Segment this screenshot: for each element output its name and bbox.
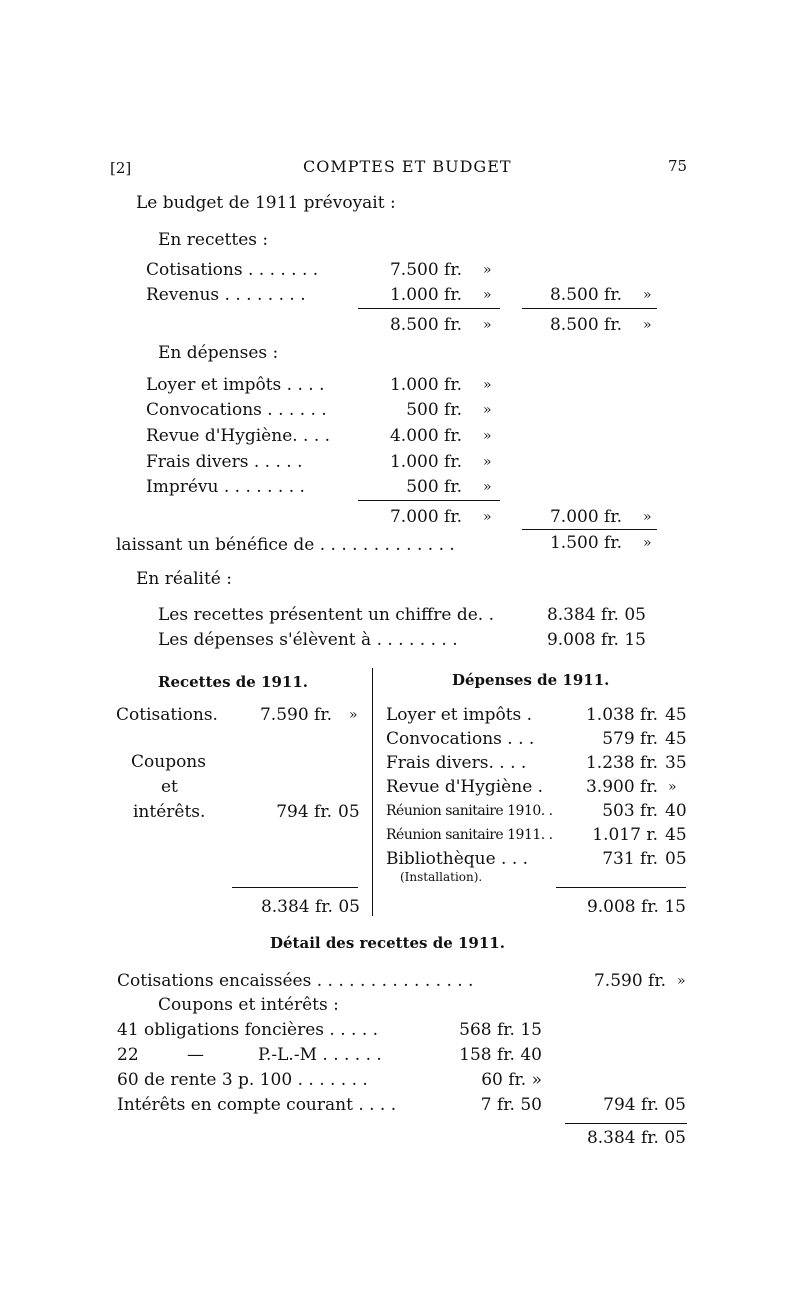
budget-row-label: Revue d'Hygiène. . . . xyxy=(146,426,331,446)
detail-row-amount: 60 fr. » xyxy=(481,1070,542,1090)
detail-row-label: Intérêts en compte courant . . . . xyxy=(117,1095,397,1115)
realite-label: En réalité : xyxy=(136,569,232,589)
recettes-1911-cotisations-amount: 7.590 fr. xyxy=(259,705,332,725)
depense-row-amount: 1.238 fr. xyxy=(585,753,658,773)
budget-row-amount: 500 fr. xyxy=(406,400,462,420)
depense-row-cents: 40 xyxy=(665,801,687,821)
depense-row-cents: 35 xyxy=(665,753,687,773)
depense-row-amount: 731 fr. xyxy=(602,849,658,869)
budget-row-label: Convocations . . . . . . xyxy=(146,400,327,420)
installation-note: (Installation). xyxy=(400,870,483,884)
detail-cotisations-label: Cotisations encaissées . . . . . . . . . . . . . . . xyxy=(117,971,474,991)
budget-row-mark: » xyxy=(483,287,492,303)
depense-row-cents: » xyxy=(668,779,677,795)
recettes-1911-coupons-line: Coupons xyxy=(131,752,206,772)
depense-row-amount: 579 fr. xyxy=(602,729,658,749)
detail-title: Détail des recettes de 1911. xyxy=(270,934,505,952)
budget-row-mark: » xyxy=(483,377,492,393)
depense-row-label: Loyer et impôts . xyxy=(386,705,533,725)
budget-row-label: Frais divers . . . . . xyxy=(146,452,303,472)
realite-line-label: Les recettes présentent un chiffre de. . xyxy=(158,605,495,625)
depenses-grand-total-mark: » xyxy=(643,509,652,525)
total-rule xyxy=(556,887,686,888)
depense-row-cents: 45 xyxy=(665,729,687,749)
detail-row-amount: 158 fr. 40 xyxy=(459,1045,542,1065)
budget-row-mark: » xyxy=(483,479,492,495)
budget-row-mark: » xyxy=(483,454,492,470)
recettes-total-mark: » xyxy=(483,317,492,333)
benefice-mark: » xyxy=(643,535,652,551)
recettes-1911-total: 8.384 fr. 05 xyxy=(260,897,360,917)
depense-row-label: Réunion sanitaire 1910. . xyxy=(386,803,553,819)
depenses-total-mark: » xyxy=(483,509,492,525)
recettes-1911-coupons-cents: 05 xyxy=(338,802,360,822)
budget-row-label: Loyer et impôts . . . . xyxy=(146,375,325,395)
benefice-label: laissant un bénéfice de . . . . . . . . . . . . . xyxy=(116,535,455,555)
detail-grand-total: 8.384 fr. 05 xyxy=(586,1128,686,1148)
depenses-grand-total: 7.000 fr. xyxy=(549,507,622,527)
detail-row-amount: 7 fr. 50 xyxy=(480,1095,542,1115)
depense-row-cents: 45 xyxy=(665,825,687,845)
budget-row-mark: » xyxy=(483,262,492,278)
detail-coupons-label: Coupons et intérêts : xyxy=(158,995,339,1015)
depense-row-label: Convocations . . . xyxy=(386,729,535,749)
depense-row-amount: 1.038 fr. xyxy=(585,705,658,725)
budget-row-label: Revenus . . . . . . . . xyxy=(146,285,306,305)
running-title: COMPTES ET BUDGET xyxy=(303,157,512,176)
depense-row-label: Frais divers. . . . xyxy=(386,753,527,773)
total-rule xyxy=(358,308,500,309)
benefice-amount: 1.500 fr. xyxy=(549,533,622,553)
budget-row-amount: 1.000 fr. xyxy=(389,375,462,395)
total-rule xyxy=(358,500,500,501)
depenses-1911-title: Dépenses de 1911. xyxy=(452,671,610,689)
depense-row-label: Réunion sanitaire 1911. . xyxy=(386,827,553,843)
recettes-1911-coupons-amount: 794 fr. xyxy=(276,802,332,822)
recettes-1911-title: Recettes de 1911. xyxy=(158,673,308,691)
realite-line-amount: 8.384 fr. 05 xyxy=(546,605,646,625)
depense-row-amount: 1.017 r. xyxy=(592,825,658,845)
budget-row-amount: 7.500 fr. xyxy=(389,260,462,280)
budget-row-mark: » xyxy=(483,402,492,418)
recettes-total-amount: 8.500 fr. xyxy=(389,315,462,335)
budget-row-total-mark: » xyxy=(643,287,652,303)
detail-cotisations-amount: 7.590 fr. xyxy=(593,971,666,991)
depense-row-amount: 503 fr. xyxy=(602,801,658,821)
detail-row-label: P.-L.-M . . . . . . xyxy=(258,1045,382,1065)
realite-line-amount: 9.008 fr. 15 xyxy=(546,630,646,650)
detail-coupons-total: 794 fr. 05 xyxy=(603,1095,686,1115)
realite-line-label: Les dépenses s'élèvent à . . . . . . . . xyxy=(158,630,458,650)
depense-row-label: Bibliothèque . . . xyxy=(386,849,529,869)
budget-row-amount: 1.000 fr. xyxy=(389,285,462,305)
budget-row-amount: 4.000 fr. xyxy=(389,426,462,446)
total-rule xyxy=(522,529,657,530)
depenses-1911-total: 9.008 fr. 15 xyxy=(586,897,686,917)
total-rule xyxy=(232,887,358,888)
budget-intro: Le budget de 1911 prévoyait : xyxy=(136,193,396,213)
detail-row-label: 41 obligations foncières . . . . . xyxy=(117,1020,379,1040)
total-rule xyxy=(565,1123,687,1124)
budget-row-mark: » xyxy=(483,428,492,444)
recettes-label: En recettes : xyxy=(158,230,269,250)
depenses-label: En dépenses : xyxy=(158,343,279,363)
depense-row-cents: 45 xyxy=(665,705,687,725)
section-marker: [2] xyxy=(110,159,132,177)
recettes-1911-coupons-line: intérêts. xyxy=(133,802,206,822)
budget-row-total: 8.500 fr. xyxy=(549,285,622,305)
depenses-total-amount: 7.000 fr. xyxy=(389,507,462,527)
column-divider xyxy=(372,668,373,916)
recettes-grand-total-mark: » xyxy=(643,317,652,333)
recettes-1911-coupons-line: et xyxy=(161,777,178,797)
recettes-1911-cotisations-cents: » xyxy=(349,707,358,723)
budget-row-amount: 500 fr. xyxy=(406,477,462,497)
total-rule xyxy=(522,308,657,309)
detail-row-ditto: — xyxy=(187,1045,204,1065)
detail-row-label: 60 de rente 3 p. 100 . . . . . . . xyxy=(117,1070,368,1090)
detail-cotisations-mark: » xyxy=(677,973,686,989)
recettes-1911-cotisations-label: Cotisations. xyxy=(116,705,218,725)
recettes-grand-total: 8.500 fr. xyxy=(549,315,622,335)
budget-row-amount: 1.000 fr. xyxy=(389,452,462,472)
detail-row-amount: 568 fr. 15 xyxy=(459,1020,542,1040)
depense-row-amount: 3.900 fr. xyxy=(585,777,658,797)
budget-row-label: Imprévu . . . . . . . . xyxy=(146,477,305,497)
depense-row-label: Revue d'Hygiène . xyxy=(386,777,544,797)
page-number: 75 xyxy=(668,157,688,175)
detail-row-qty: 22 xyxy=(117,1045,139,1065)
budget-row-label: Cotisations . . . . . . . xyxy=(146,260,319,280)
depense-row-cents: 05 xyxy=(665,849,687,869)
